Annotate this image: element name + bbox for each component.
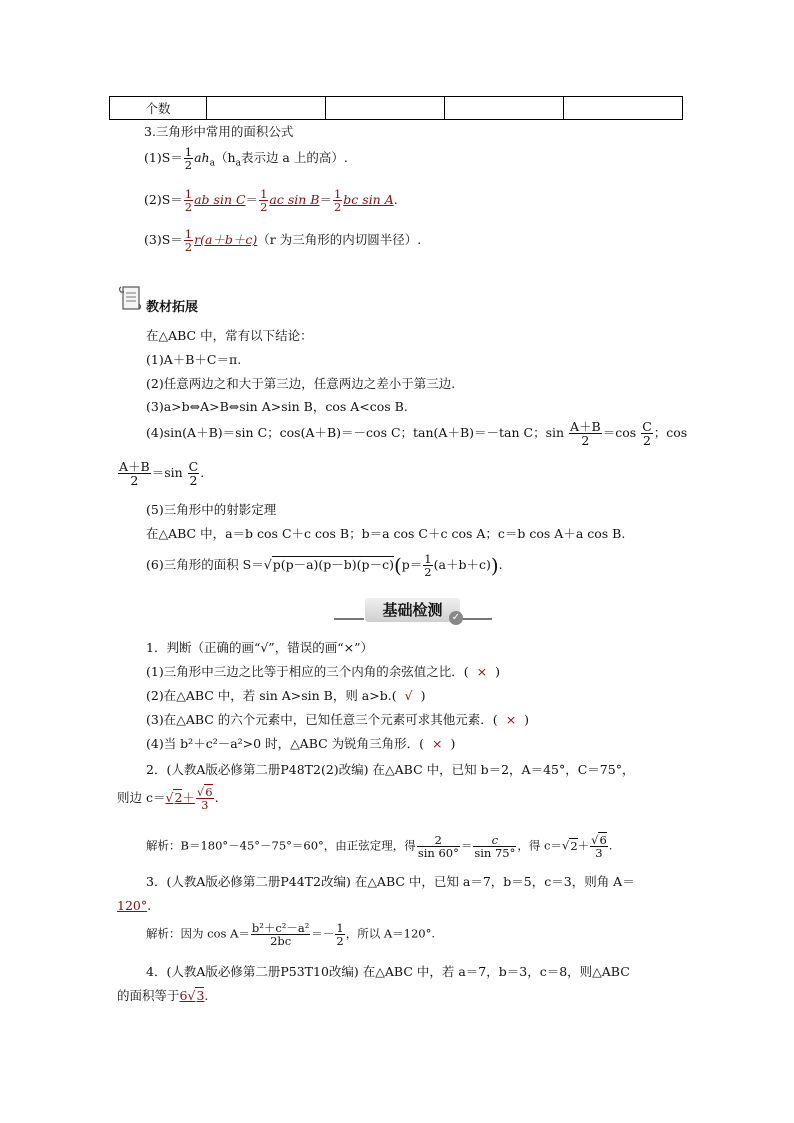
f2-answer-a: ab sin C <box>194 192 246 208</box>
table-row <box>110 97 683 120</box>
f1-fraction: $\frac{1}{2}$ <box>184 145 193 173</box>
q3-answer: 120° <box>117 898 148 913</box>
ext-conclusion-5-body: 在△ABC 中，a＝b cos C＋c cos B；b＝a cos C＋c cos A；c＝b cos A＋a cos B. <box>146 526 626 541</box>
q2-solution: 解析：B＝180°－45°－75°＝60°，由正弦定理，得 $\frac{2}{\sin 60^\circ}$ ＝ $\frac{c}{\sin 75^\circ}$ ，得 c＝√2＋ $\frac{√6}{3}$ . <box>146 833 613 861</box>
table-row-label: 个数 <box>110 97 207 120</box>
q1-item-3: (3)在△ABC 的六个元素中，已知任意三个元素可求其他元素．( × ) <box>146 712 530 727</box>
section-title-basic-test: 基础检测 <box>365 598 460 622</box>
table-cell <box>564 97 683 120</box>
ext-conclusion-1: (1)A＋B＋C＝π. <box>146 352 242 367</box>
banner-line-left <box>334 618 364 620</box>
table-cell <box>326 97 445 120</box>
q3-solution: 解析：因为 cos A＝ $\frac{\text{b²＋c²－a²}}{2bc}$ ＝－ $\frac{1}{2}$ ，所以 A＝120°. <box>146 921 436 949</box>
f2-answer-b: ac sin B <box>269 192 320 208</box>
summary-table <box>109 96 683 120</box>
f3-answer: r(a＋b＋c) <box>194 232 258 248</box>
area-formula-1: (1)S＝ $\frac{1}{2}$ $ah_a(h_a$表示边 a 上的高）. <box>144 145 348 173</box>
ext-conclusion-6: (6)三角形的面积 S＝√p(p－a)(p－b)(p－c)(p＝ $\frac{1}{2}$ (a＋b＋c)). <box>146 552 503 580</box>
q4-answer-line: 的面积等于6√3. <box>117 988 209 1003</box>
ext-conclusion-4-cont: $\frac{A+B}{2}$ ＝sin $\frac{C}{2}$ . <box>119 459 205 489</box>
f1-label: (1)S＝ <box>144 150 183 166</box>
ext-conclusion-5-title: (5)三角形中的射影定理 <box>146 502 277 517</box>
banner-line-right <box>462 618 492 620</box>
table-cell <box>207 97 326 120</box>
q4-answer: 6√3 <box>179 988 205 1003</box>
q4-stem: 4．(人教A版必修第二册P53T10改编) 在△ABC 中，若 a＝7，b＝3，c＝8，则△ABC <box>146 964 630 979</box>
section-title-extension: 教材拓展 <box>146 300 199 315</box>
area-formula-3: (3)S＝ $\frac{1}{2}$ r(a＋b＋c)（r 为三角形的内切圆半径）. <box>144 227 422 255</box>
check-circle-icon: ✓ <box>449 611 463 625</box>
f2-answer-c: bc sin A <box>343 192 394 208</box>
area-formula-2: (2)S＝ $\frac{1}{2}$ ab sin C＝ $\frac{1}{2}$ ac sin B＝ $\frac{1}{2}$ bc sin A. <box>144 187 398 215</box>
q2-answer: √2＋ $\frac{√6}{3}$ <box>165 785 213 813</box>
table-cell <box>445 97 564 120</box>
ext-conclusion-4: (4)sin(A＋B)＝sin C；cos(A＋B)＝－cos C；tan(A＋B)＝－tan C；sin $\frac{A+B}{2}$ ＝cos $\frac{C}{2}$ ；cos <box>146 419 688 449</box>
q1-stem: 1．判断（正确的画“√”，错误的画“×”） <box>146 640 373 655</box>
q2-answer-line: 则边 c＝√2＋ $\frac{√6}{3}$ . <box>117 785 219 813</box>
ext-conclusion-2: (2)任意两边之和大于第三边，任意两边之差小于第三边. <box>146 376 456 391</box>
area-heading: 3.三角形中常用的面积公式 <box>144 124 294 139</box>
q2-stem: 2．(人教A版必修第二册P48T2(2)改编) 在△ABC 中，已知 b＝2，A＝45°，C＝75°， <box>146 762 635 777</box>
q1-item-2: (2)在△ABC 中，若 sin A>sin B，则 a>b.( √ ) <box>146 688 426 703</box>
q3-answer-line: 120°. <box>117 898 152 913</box>
q1-item-1: (1)三角形中三边之比等于相应的三个内角的余弦值之比．( × ) <box>146 664 500 679</box>
scroll-book-icon <box>117 284 143 314</box>
ext-intro: 在△ABC 中，常有以下结论： <box>146 328 313 343</box>
ext-conclusion-3: (3)a>b⇔A>B⇔sin A>sin B，cos A<cos B. <box>146 399 408 414</box>
q1-item-4: (4)当 b²＋c²－a²>0 时，△ABC 为锐角三角形．( × ) <box>146 736 456 751</box>
q3-stem: 3．(人教A版必修第二册P44T2改编) 在△ABC 中，已知 a＝7，b＝5，c＝3，则角 A＝ <box>146 874 635 889</box>
